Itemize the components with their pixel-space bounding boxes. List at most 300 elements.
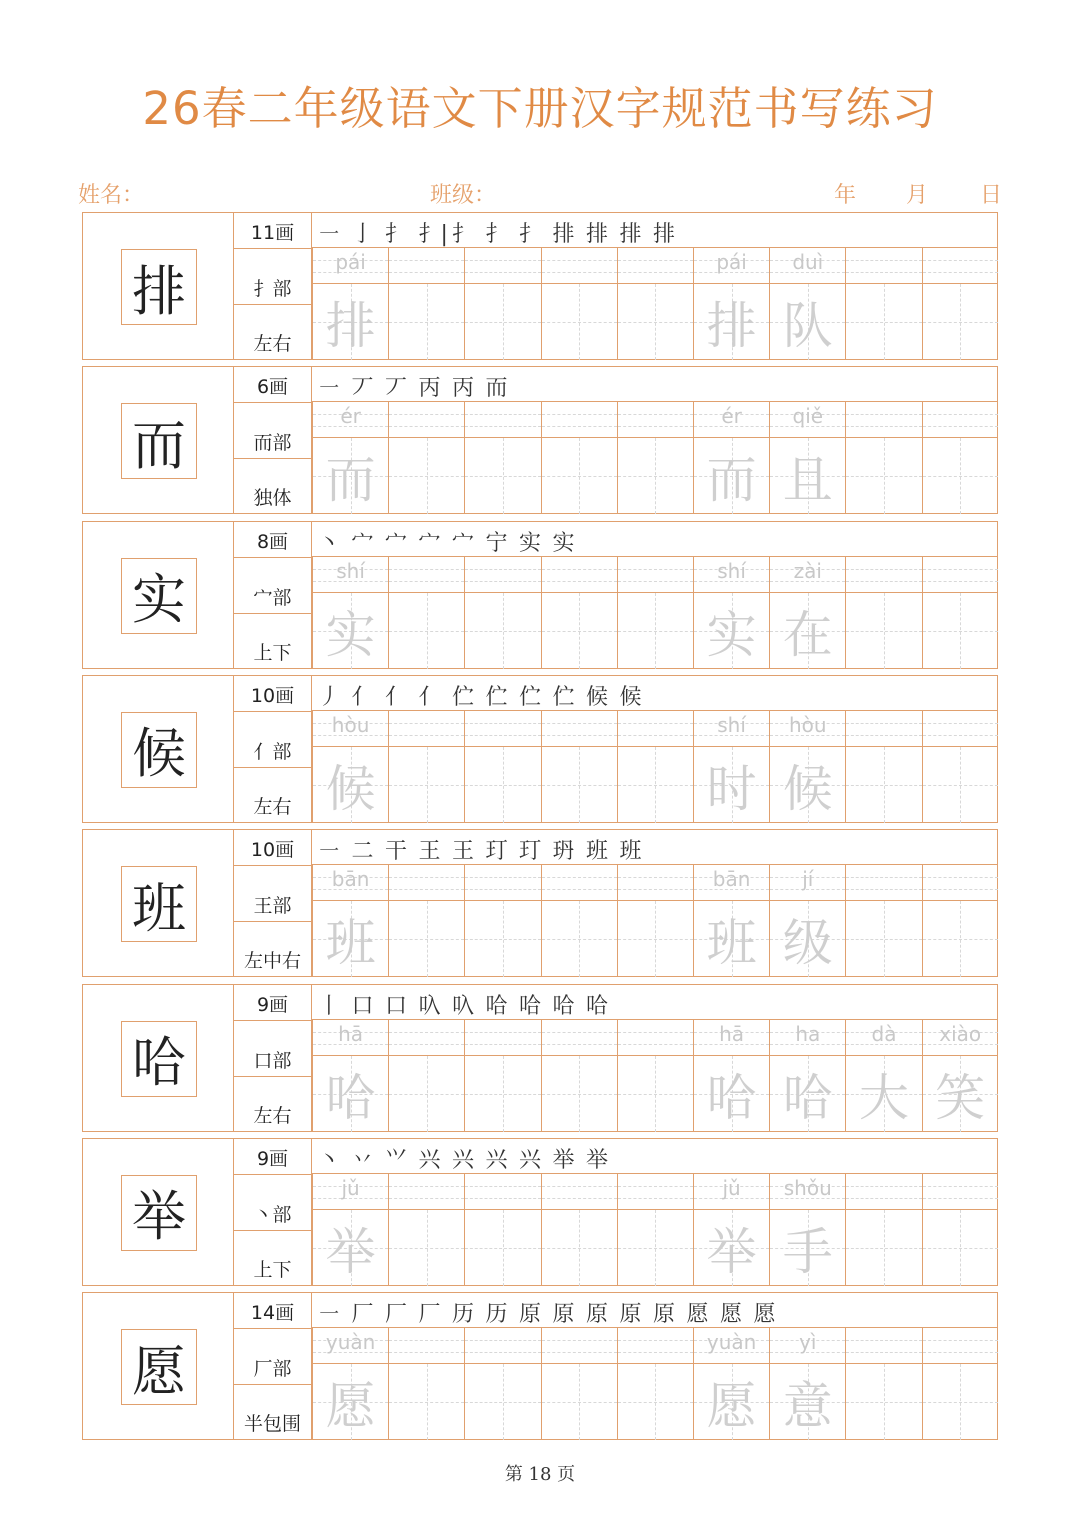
stroke-order-row bbox=[312, 366, 998, 402]
main-character: 愿 bbox=[121, 1329, 197, 1405]
practice-cell[interactable] bbox=[312, 711, 388, 823]
practice-cell[interactable] bbox=[541, 248, 617, 360]
pinyin-zone bbox=[846, 1328, 921, 1364]
practice-cell[interactable] bbox=[693, 402, 769, 514]
grid-horizontal-guide bbox=[465, 476, 540, 477]
stroke-step: 伫 bbox=[552, 684, 575, 710]
practice-cell[interactable] bbox=[769, 557, 845, 669]
character-trace: 实 bbox=[325, 605, 376, 664]
pinyin-zone bbox=[770, 1174, 845, 1210]
practice-cell[interactable] bbox=[922, 865, 998, 977]
structure: 上下 bbox=[234, 1230, 312, 1286]
pinyin-guide-line bbox=[846, 569, 921, 570]
pinyin-guide-line bbox=[465, 723, 540, 724]
main-character-cell bbox=[82, 212, 234, 360]
character-trace: 举 bbox=[325, 1222, 376, 1281]
practice-cell[interactable] bbox=[922, 1328, 998, 1440]
pinyin-zone bbox=[465, 711, 540, 747]
tian-grid bbox=[542, 901, 617, 977]
page-footer: 第 18 页 bbox=[504, 1464, 576, 1485]
stroke-step: 伫 bbox=[519, 684, 542, 710]
stroke-order-row bbox=[312, 675, 998, 711]
pinyin-zone bbox=[542, 1328, 617, 1364]
pinyin-guide-line bbox=[465, 889, 540, 890]
main-character: 而 bbox=[121, 403, 197, 479]
practice-cell[interactable] bbox=[845, 402, 921, 514]
pinyin-guide-line bbox=[618, 414, 693, 415]
character-block bbox=[82, 1138, 998, 1286]
tian-grid bbox=[389, 1210, 464, 1286]
practice-cell[interactable] bbox=[464, 402, 540, 514]
practice-cell[interactable] bbox=[693, 711, 769, 823]
practice-cell[interactable] bbox=[769, 1174, 845, 1286]
stroke-step: 丨 bbox=[318, 993, 341, 1019]
practice-cell[interactable] bbox=[312, 865, 388, 977]
pinyin-zone bbox=[465, 1020, 540, 1056]
pinyin-trace: shí bbox=[336, 558, 365, 583]
practice-cell[interactable] bbox=[922, 557, 998, 669]
practice-cell[interactable] bbox=[922, 248, 998, 360]
pinyin-guide-line bbox=[618, 1352, 693, 1353]
practice-cell[interactable] bbox=[617, 711, 693, 823]
pinyin-guide-line bbox=[618, 723, 693, 724]
practice-cell[interactable] bbox=[464, 1328, 540, 1440]
pinyin-guide-line bbox=[465, 581, 540, 582]
grid-horizontal-guide bbox=[618, 631, 693, 632]
practice-cell[interactable] bbox=[922, 402, 998, 514]
pinyin-guide-line bbox=[465, 414, 540, 415]
pinyin-trace: hòu bbox=[331, 712, 370, 737]
pinyin-guide-line bbox=[542, 581, 617, 582]
pinyin-guide-line bbox=[465, 1198, 540, 1199]
practice-cell[interactable] bbox=[388, 1328, 464, 1440]
character-trace: 排 bbox=[706, 297, 757, 355]
stroke-step: 伫 bbox=[485, 684, 508, 710]
pinyin-zone bbox=[618, 711, 693, 747]
practice-cell[interactable] bbox=[845, 1174, 921, 1286]
stroke-count: 10画 bbox=[234, 829, 312, 865]
practice-cell[interactable] bbox=[464, 1020, 540, 1132]
stroke-step: 玎 bbox=[485, 839, 508, 865]
main-character-cell bbox=[82, 829, 234, 977]
practice-cell[interactable] bbox=[845, 865, 921, 977]
character-trace: 在 bbox=[782, 605, 833, 664]
tian-grid bbox=[313, 747, 388, 823]
practice-cell[interactable] bbox=[693, 248, 769, 360]
character-block bbox=[82, 675, 998, 823]
practice-cell[interactable] bbox=[922, 1174, 998, 1286]
pinyin-zone bbox=[694, 248, 769, 284]
practice-cell[interactable] bbox=[769, 1328, 845, 1440]
practice-cell[interactable] bbox=[617, 402, 693, 514]
practice-cell[interactable] bbox=[312, 1328, 388, 1440]
tian-grid bbox=[923, 901, 998, 977]
pinyin-guide-line bbox=[465, 1032, 540, 1033]
pinyin-trace: zài bbox=[793, 558, 822, 583]
pinyin-guide-line bbox=[923, 581, 998, 582]
practice-cell[interactable] bbox=[769, 711, 845, 823]
pinyin-trace: shǒu bbox=[783, 1175, 832, 1200]
pinyin-zone bbox=[465, 1174, 540, 1210]
main-character-cell bbox=[82, 1138, 234, 1286]
stroke-step: 丿 bbox=[318, 684, 341, 710]
stroke-step: 玎 bbox=[519, 839, 542, 865]
pinyin-zone bbox=[389, 711, 464, 747]
practice-cell[interactable] bbox=[769, 248, 845, 360]
pinyin-guide-line bbox=[846, 426, 921, 427]
grid-horizontal-guide bbox=[846, 322, 921, 323]
pinyin-zone bbox=[465, 402, 540, 438]
practice-cell[interactable] bbox=[464, 557, 540, 669]
structure: 左右 bbox=[234, 1076, 312, 1132]
stroke-step: 厂 bbox=[418, 1302, 441, 1328]
practice-cell[interactable] bbox=[693, 1020, 769, 1132]
pinyin-zone bbox=[846, 402, 921, 438]
grid-horizontal-guide bbox=[618, 785, 693, 786]
pinyin-guide-line bbox=[465, 1340, 540, 1341]
pinyin-zone bbox=[313, 248, 388, 284]
practice-cell[interactable] bbox=[464, 711, 540, 823]
stroke-step: 叺 bbox=[418, 993, 441, 1019]
stroke-step: 愿 bbox=[720, 1302, 743, 1328]
writing-grid bbox=[312, 402, 998, 514]
tian-grid bbox=[770, 438, 845, 514]
stroke-step: ㇐ bbox=[318, 376, 341, 402]
stroke-step: 亻 bbox=[351, 684, 374, 710]
practice-cell[interactable] bbox=[693, 1174, 769, 1286]
practice-cell[interactable] bbox=[388, 865, 464, 977]
practice-cell[interactable] bbox=[617, 1174, 693, 1286]
stroke-step: 兴 bbox=[452, 1147, 475, 1173]
tian-grid bbox=[465, 747, 540, 823]
stroke-step: 班 bbox=[586, 839, 609, 865]
pinyin-trace: pái bbox=[335, 250, 366, 274]
stroke-step: 丶 bbox=[318, 1147, 341, 1173]
stroke-step: 历 bbox=[452, 1302, 475, 1328]
pinyin-guide-line bbox=[542, 723, 617, 724]
tian-grid bbox=[770, 593, 845, 669]
tian-grid bbox=[618, 901, 693, 977]
pinyin-guide-line bbox=[846, 735, 921, 736]
stroke-step: 哈 bbox=[552, 993, 575, 1019]
pinyin-guide-line bbox=[846, 723, 921, 724]
radical: 丶部 bbox=[234, 1174, 312, 1230]
tian-grid bbox=[923, 1210, 998, 1286]
character-block bbox=[82, 521, 998, 669]
stroke-step: 原 bbox=[586, 1302, 609, 1328]
stroke-count: 11画 bbox=[234, 212, 312, 248]
stroke-step: 厂 bbox=[385, 1302, 408, 1328]
pinyin-trace: shí bbox=[717, 558, 746, 583]
pinyin-guide-line bbox=[465, 569, 540, 570]
tian-grid bbox=[542, 1056, 617, 1132]
practice-cell[interactable] bbox=[388, 557, 464, 669]
tian-grid bbox=[465, 593, 540, 669]
stroke-step: 兴 bbox=[519, 1147, 542, 1173]
practice-cell[interactable] bbox=[693, 865, 769, 977]
pinyin-guide-line bbox=[542, 414, 617, 415]
practice-cell[interactable] bbox=[617, 557, 693, 669]
stroke-step: 哈 bbox=[586, 993, 609, 1019]
pinyin-guide-line bbox=[846, 877, 921, 878]
practice-cell[interactable] bbox=[312, 248, 388, 360]
tian-grid bbox=[313, 1210, 388, 1286]
practice-cell[interactable] bbox=[541, 711, 617, 823]
character-trace: 而 bbox=[325, 451, 376, 510]
stroke-step: 叺 bbox=[452, 993, 475, 1019]
pinyin-zone bbox=[770, 248, 845, 284]
stroke-step: ㇐ bbox=[318, 222, 341, 247]
tian-grid bbox=[618, 284, 693, 360]
pinyin-zone bbox=[542, 865, 617, 901]
stroke-step: 实 bbox=[519, 530, 542, 556]
tian-grid bbox=[389, 1056, 464, 1132]
main-character-cell bbox=[82, 521, 234, 669]
radical: 厂部 bbox=[234, 1328, 312, 1384]
grid-horizontal-guide bbox=[465, 1094, 540, 1095]
pinyin-zone bbox=[542, 402, 617, 438]
pinyin-guide-line bbox=[846, 260, 921, 261]
pinyin-guide-line bbox=[542, 1186, 617, 1187]
practice-cell[interactable] bbox=[617, 248, 693, 360]
pinyin-guide-line bbox=[618, 1032, 693, 1033]
pinyin-guide-line bbox=[923, 889, 998, 890]
pinyin-guide-line bbox=[389, 1044, 464, 1045]
stroke-step: 二 bbox=[351, 839, 374, 865]
stroke-count: 10画 bbox=[234, 675, 312, 711]
grid-horizontal-guide bbox=[465, 939, 540, 940]
tian-grid bbox=[313, 284, 388, 360]
pinyin-guide-line bbox=[923, 272, 998, 273]
tian-grid bbox=[846, 438, 921, 514]
pinyin-trace: shí bbox=[717, 712, 746, 737]
grid-horizontal-guide bbox=[618, 476, 693, 477]
pinyin-guide-line bbox=[465, 1186, 540, 1187]
practice-cell[interactable] bbox=[617, 1020, 693, 1132]
stroke-step: 原 bbox=[653, 1302, 676, 1328]
class-label: 班级： bbox=[430, 183, 497, 208]
pinyin-trace: ér bbox=[340, 404, 361, 429]
practice-cell[interactable] bbox=[845, 1328, 921, 1440]
practice-cell[interactable] bbox=[541, 1174, 617, 1286]
tian-grid bbox=[923, 1364, 998, 1440]
main-character-cell bbox=[82, 1292, 234, 1440]
grid-horizontal-guide bbox=[465, 322, 540, 323]
stroke-step: 排 bbox=[586, 222, 609, 247]
grid-horizontal-guide bbox=[846, 476, 921, 477]
pinyin-trace: xiào bbox=[939, 1021, 982, 1046]
stroke-step: 丶 bbox=[318, 530, 341, 556]
grid-horizontal-guide bbox=[846, 785, 921, 786]
pinyin-zone bbox=[770, 402, 845, 438]
tian-grid bbox=[618, 1364, 693, 1440]
stroke-step: 候 bbox=[586, 684, 609, 710]
character-trace: 笑 bbox=[935, 1068, 986, 1127]
stroke-step: 宀 bbox=[418, 530, 441, 556]
stroke-count: 14画 bbox=[234, 1292, 312, 1328]
stroke-step: 丆 bbox=[385, 376, 408, 402]
pinyin-guide-line bbox=[389, 426, 464, 427]
stroke-step: 排 bbox=[619, 222, 642, 247]
pinyin-guide-line bbox=[618, 1340, 693, 1341]
tian-grid bbox=[465, 1364, 540, 1440]
practice-cell[interactable] bbox=[388, 248, 464, 360]
practice-cell[interactable] bbox=[388, 1174, 464, 1286]
stroke-step: 扌 bbox=[385, 222, 408, 247]
pinyin-zone bbox=[542, 1020, 617, 1056]
grid-horizontal-guide bbox=[846, 1402, 921, 1403]
pinyin-guide-line bbox=[389, 877, 464, 878]
pinyin-zone bbox=[694, 1328, 769, 1364]
tian-grid bbox=[694, 901, 769, 977]
grid-horizontal-guide bbox=[465, 1248, 540, 1249]
practice-cell[interactable] bbox=[464, 1174, 540, 1286]
stroke-step: 班 bbox=[619, 839, 642, 865]
practice-cell[interactable] bbox=[769, 1020, 845, 1132]
stroke-step: 口 bbox=[351, 993, 374, 1019]
pinyin-zone bbox=[694, 711, 769, 747]
pinyin-zone bbox=[770, 865, 845, 901]
character-block bbox=[82, 366, 998, 514]
character-block bbox=[82, 1292, 998, 1440]
pinyin-zone bbox=[618, 1020, 693, 1056]
tian-grid bbox=[694, 1056, 769, 1132]
practice-cell[interactable] bbox=[541, 557, 617, 669]
character-trace: 实 bbox=[706, 605, 757, 664]
character-trace: 时 bbox=[706, 759, 757, 818]
tian-grid bbox=[846, 1056, 921, 1132]
tian-grid bbox=[770, 1364, 845, 1440]
pinyin-guide-line bbox=[846, 1352, 921, 1353]
practice-cell[interactable] bbox=[845, 557, 921, 669]
pinyin-trace: bān bbox=[712, 867, 751, 892]
pinyin-guide-line bbox=[542, 260, 617, 261]
pinyin-trace: dà bbox=[871, 1021, 897, 1046]
practice-cell[interactable] bbox=[464, 865, 540, 977]
pinyin-trace: pái bbox=[716, 250, 747, 274]
stroke-step: ㇐ bbox=[318, 1302, 341, 1328]
practice-cell[interactable] bbox=[312, 1020, 388, 1132]
character-block bbox=[82, 212, 998, 360]
structure: 左右 bbox=[234, 304, 312, 360]
grid-horizontal-guide bbox=[389, 785, 464, 786]
pinyin-guide-line bbox=[465, 735, 540, 736]
pinyin-guide-line bbox=[389, 1340, 464, 1341]
stroke-step: 亻 bbox=[385, 684, 408, 710]
practice-cell[interactable] bbox=[617, 865, 693, 977]
tian-grid bbox=[923, 747, 998, 823]
grid-horizontal-guide bbox=[923, 785, 998, 786]
stroke-order-row bbox=[312, 829, 998, 865]
stroke-step: 原 bbox=[619, 1302, 642, 1328]
tian-grid bbox=[846, 747, 921, 823]
tian-grid bbox=[618, 747, 693, 823]
practice-cell[interactable] bbox=[312, 557, 388, 669]
practice-cell[interactable] bbox=[693, 1328, 769, 1440]
stroke-step: 宀 bbox=[385, 530, 408, 556]
tian-grid bbox=[542, 438, 617, 514]
pinyin-zone bbox=[923, 402, 998, 438]
pinyin-zone bbox=[389, 1328, 464, 1364]
pinyin-zone bbox=[846, 557, 921, 593]
main-character-cell bbox=[82, 366, 234, 514]
practice-cell[interactable] bbox=[388, 402, 464, 514]
month-label: 月 bbox=[906, 183, 929, 208]
practice-cell[interactable] bbox=[845, 711, 921, 823]
pinyin-zone bbox=[770, 1328, 845, 1364]
character-trace: 级 bbox=[782, 914, 833, 973]
practice-cell[interactable] bbox=[541, 1020, 617, 1132]
writing-grid bbox=[312, 865, 998, 977]
tian-grid bbox=[846, 284, 921, 360]
practice-cell[interactable] bbox=[541, 865, 617, 977]
tian-grid bbox=[618, 593, 693, 669]
pinyin-guide-line bbox=[923, 260, 998, 261]
pinyin-guide-line bbox=[618, 272, 693, 273]
pinyin-zone bbox=[542, 557, 617, 593]
practice-cell[interactable] bbox=[693, 557, 769, 669]
pinyin-zone bbox=[846, 711, 921, 747]
pinyin-trace: yuàn bbox=[325, 1330, 376, 1355]
stroke-step: 实 bbox=[552, 530, 575, 556]
grid-horizontal-guide bbox=[389, 939, 464, 940]
practice-cell[interactable] bbox=[617, 1328, 693, 1440]
pinyin-zone bbox=[694, 402, 769, 438]
radical: 口部 bbox=[234, 1020, 312, 1076]
pinyin-guide-line bbox=[618, 877, 693, 878]
radical: 扌部 bbox=[234, 248, 312, 304]
pinyin-guide-line bbox=[389, 889, 464, 890]
pinyin-zone bbox=[770, 711, 845, 747]
practice-cell[interactable] bbox=[464, 248, 540, 360]
writing-grid bbox=[312, 1174, 998, 1286]
stroke-step: 哈 bbox=[519, 993, 542, 1019]
practice-cell[interactable] bbox=[312, 1174, 388, 1286]
practice-cell[interactable] bbox=[388, 711, 464, 823]
practice-cell[interactable] bbox=[388, 1020, 464, 1132]
practice-cell[interactable] bbox=[769, 402, 845, 514]
practice-cell[interactable] bbox=[312, 402, 388, 514]
pinyin-zone bbox=[618, 248, 693, 284]
pinyin-guide-line bbox=[389, 581, 464, 582]
grid-horizontal-guide bbox=[923, 1402, 998, 1403]
practice-cell[interactable] bbox=[541, 402, 617, 514]
tian-grid bbox=[313, 1364, 388, 1440]
stroke-order-row bbox=[312, 1138, 998, 1174]
pinyin-trace: ha bbox=[795, 1021, 821, 1046]
practice-cell[interactable] bbox=[845, 1020, 921, 1132]
tian-grid bbox=[389, 1364, 464, 1440]
pinyin-guide-line bbox=[618, 1044, 693, 1045]
radical: 王部 bbox=[234, 865, 312, 921]
practice-cell[interactable] bbox=[769, 865, 845, 977]
grid-horizontal-guide bbox=[618, 1248, 693, 1249]
stroke-step: 扌 bbox=[485, 222, 508, 247]
stroke-step: 王 bbox=[418, 839, 441, 865]
stroke-step: 宁 bbox=[485, 530, 508, 556]
practice-cell[interactable] bbox=[922, 1020, 998, 1132]
stroke-step: 宀 bbox=[351, 530, 374, 556]
pinyin-guide-line bbox=[542, 1044, 617, 1045]
practice-cell[interactable] bbox=[922, 711, 998, 823]
practice-cell[interactable] bbox=[845, 248, 921, 360]
stroke-step: 兴 bbox=[418, 1147, 441, 1173]
main-character: 班 bbox=[121, 866, 197, 942]
character-trace: 手 bbox=[782, 1222, 833, 1281]
pinyin-trace: ér bbox=[721, 404, 742, 429]
practice-cell[interactable] bbox=[541, 1328, 617, 1440]
pinyin-zone bbox=[313, 1328, 388, 1364]
